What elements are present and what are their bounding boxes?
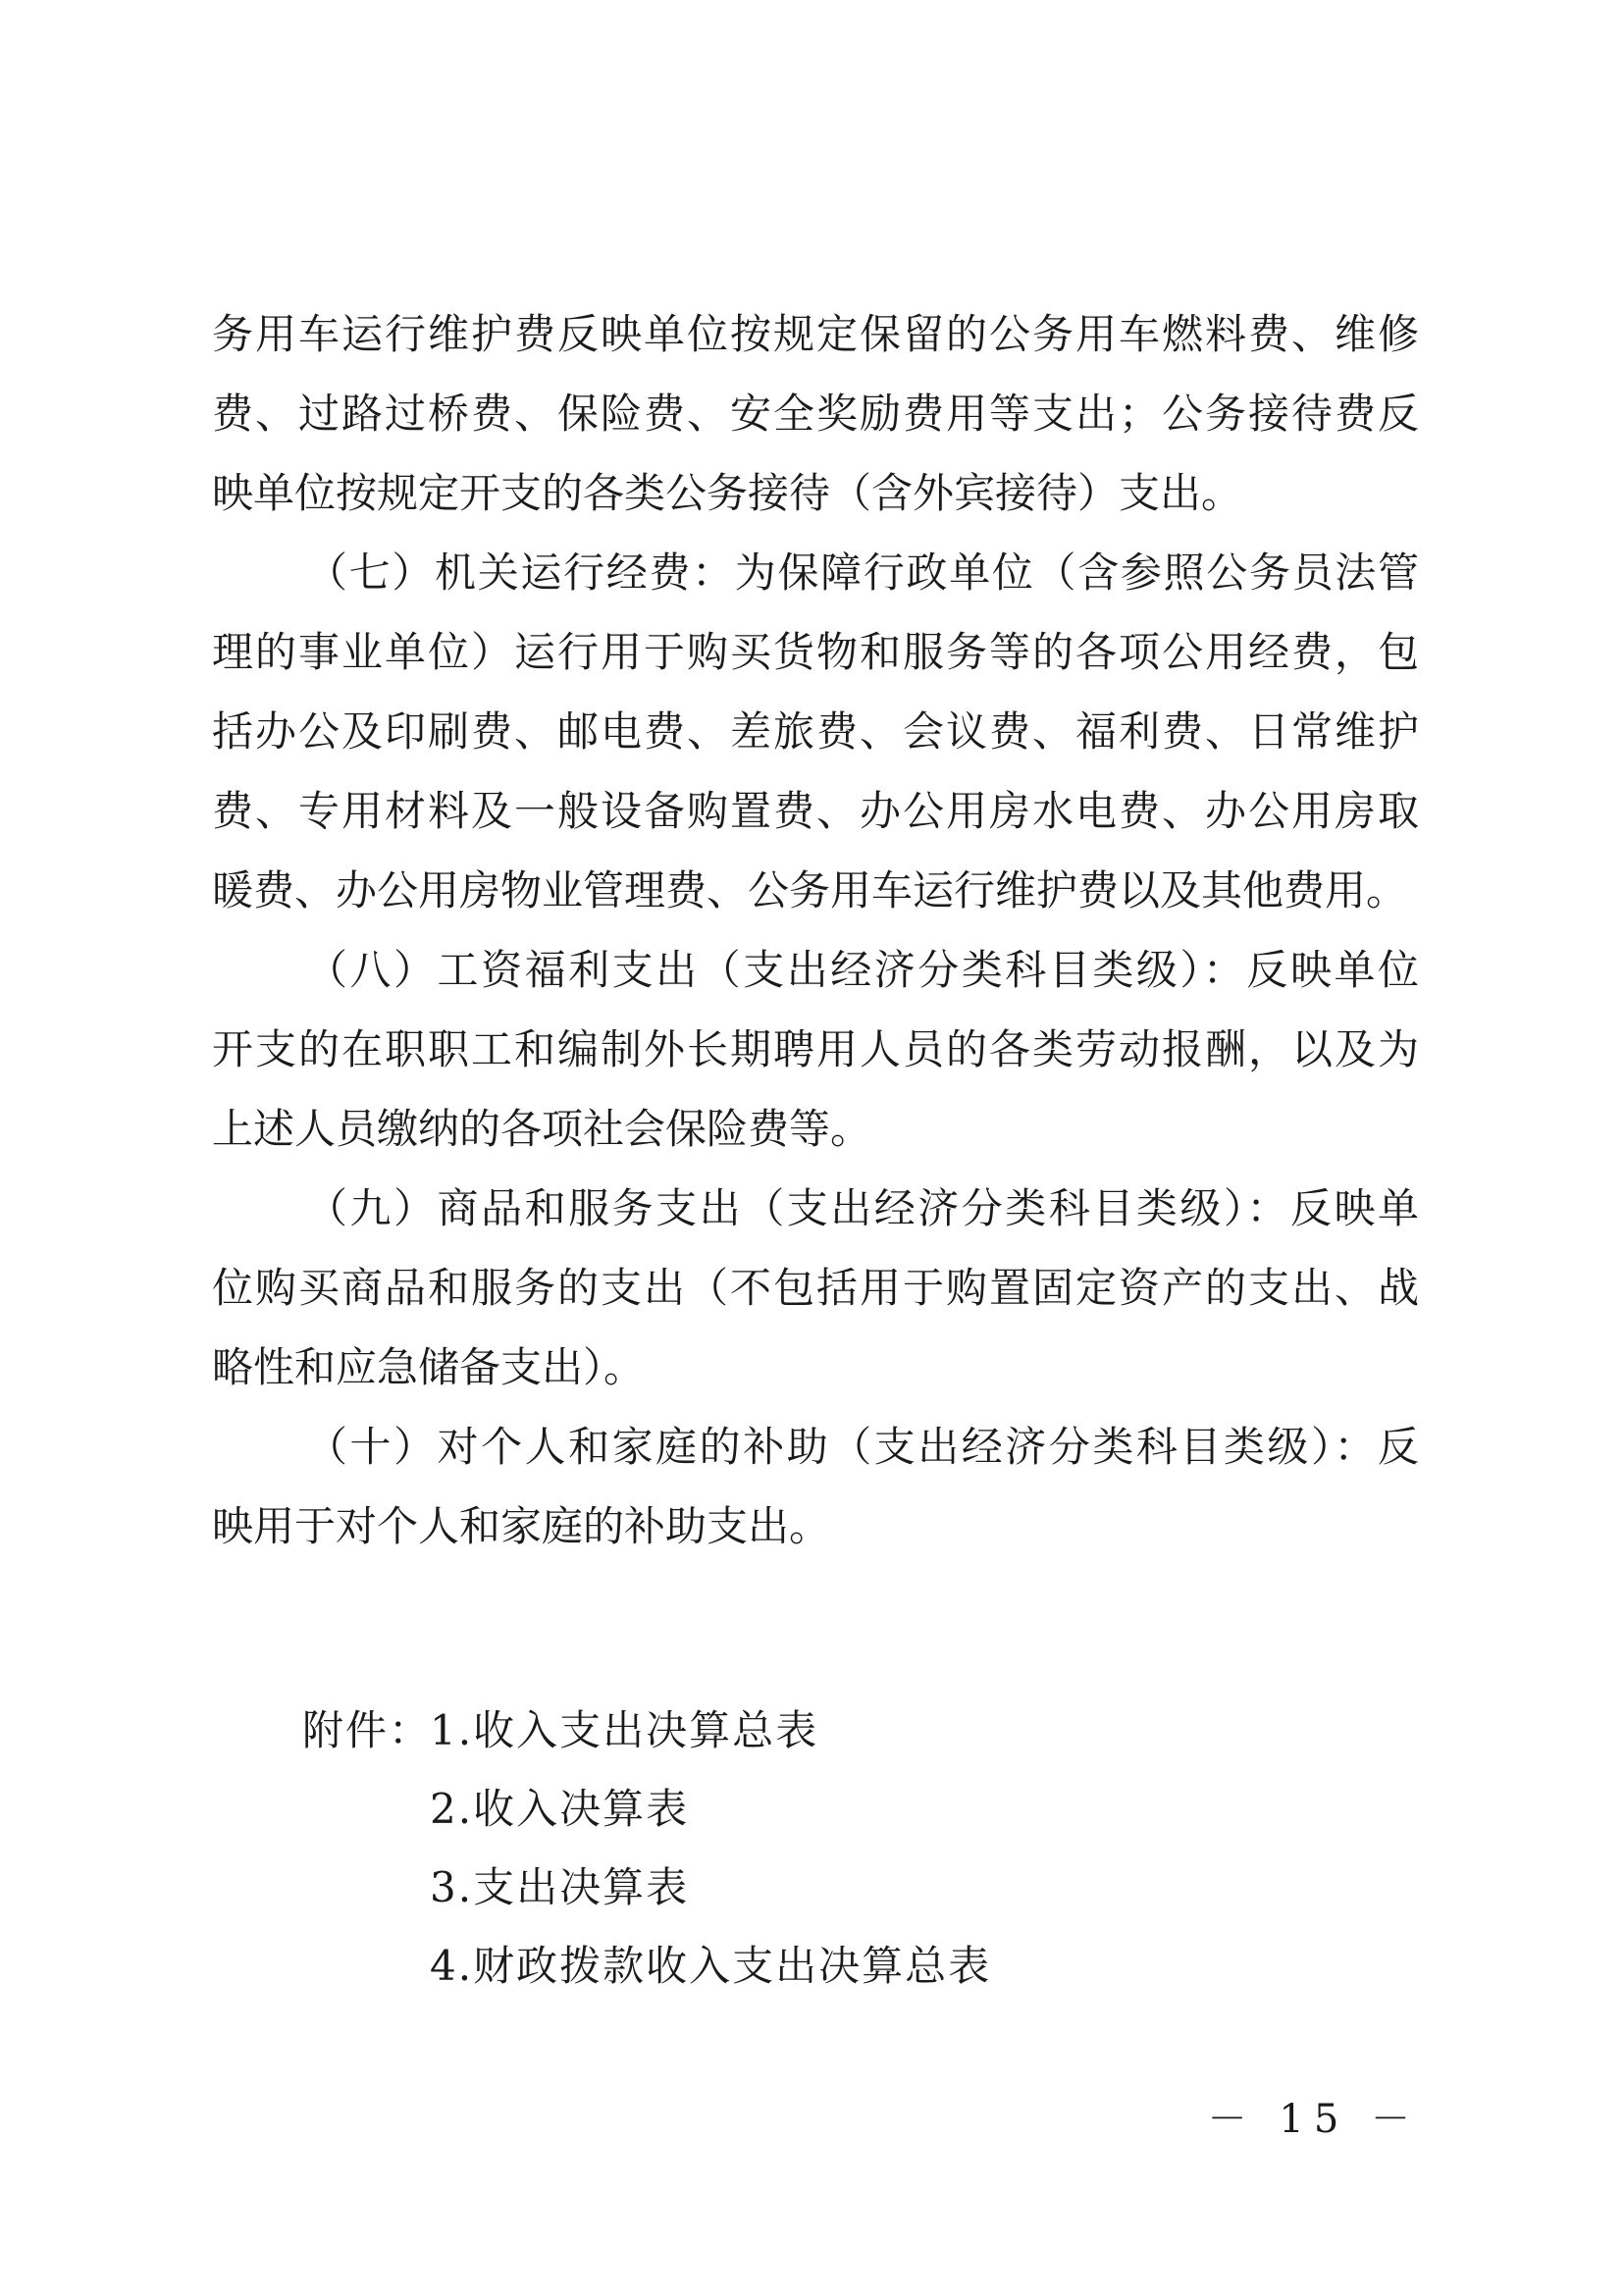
paragraph-line: 费、专用材料及一般设备购置费、办公用房水电费、办公用房取: [212, 787, 1419, 835]
paragraph-line: 映用于对个人和家庭的补助支出。: [212, 1502, 831, 1550]
attachment-list: [302, 1692, 1185, 2006]
paragraph-line: 暖费、办公用房物业管理费、公务用车运行维护费以及其他费用。: [212, 866, 1408, 914]
attachment-item: [302, 1692, 1185, 1770]
paragraph-line: 位购买商品和服务的支出（不包括用于购置固定资产的支出、战: [212, 1264, 1419, 1312]
paragraph-line: （七）机关运行经费：为保障行政单位（含参照公务员法管: [306, 548, 1419, 597]
paragraph-line: （九）商品和服务支出（支出经济分类科目类级）：反映单: [306, 1184, 1419, 1232]
paragraph-line: 括办公及印刷费、邮电费、差旅费、会议费、福利费、日常维护: [212, 707, 1419, 756]
paragraph-line: 理的事业单位）运行用于购买货物和服务等的各项公用经费，包: [212, 628, 1419, 676]
paragraph-line: 略性和应急储备支出）。: [212, 1343, 646, 1391]
attachment-item: 2.收入决算表: [430, 1785, 690, 1833]
attachment-item-title: 1.收入支出决算总表: [430, 1706, 819, 1754]
paragraph-line: （十）对个人和家庭的补助（支出经济分类科目类级）：反: [306, 1423, 1419, 1471]
attachment-item: 3.支出决算表: [430, 1863, 690, 1911]
body-text: [212, 294, 1419, 1566]
page-number: － 15 －: [1207, 2097, 1420, 2142]
paragraph-line: （八）工资福利支出（支出经济分类科目类级）：反映单位: [306, 946, 1419, 994]
paragraph-line: 映单位按规定开支的各类公务接待（含外宾接待）支出。: [212, 469, 1243, 517]
paragraph-line: 务用车运行维护费反映单位按规定保留的公务用车燃料费、维修: [212, 310, 1419, 358]
attachment-item: 4.财政拨款收入支出决算总表: [430, 1942, 992, 1990]
paragraph-line: 上述人员缴纳的各项社会保险费等。: [212, 1105, 872, 1153]
attachment-label: 附件：: [302, 1706, 433, 1754]
paragraph-line: 费、过路过桥费、保险费、安全奖励费用等支出；公务接待费反: [212, 390, 1419, 438]
paragraph-line: 开支的在职职工和编制外长期聘用人员的各类劳动报酬，以及为: [212, 1025, 1419, 1073]
